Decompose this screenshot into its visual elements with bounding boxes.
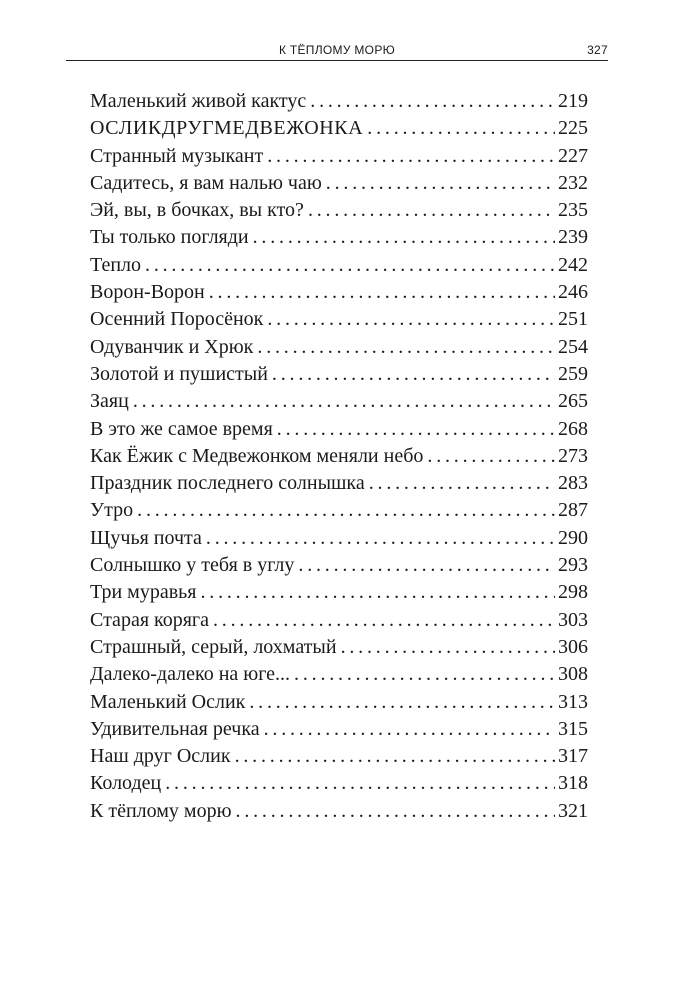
toc-entry-page: 242 (558, 253, 588, 276)
toc-entry-title: Наш друг Ослик (90, 745, 231, 768)
toc-dot-leader (249, 689, 555, 716)
toc-entry-page: 318 (558, 772, 588, 795)
toc-entry-page: 239 (558, 226, 588, 249)
toc-entry (90, 88, 588, 115)
toc-entry (90, 443, 588, 470)
toc-entry-page: 293 (558, 554, 588, 577)
toc-entry-title: Удивительная речка (90, 717, 260, 740)
toc-entry-page: 251 (558, 308, 588, 331)
toc-dot-leader (326, 170, 555, 197)
toc-entry (90, 361, 588, 388)
toc-entry-title: Ворон-Ворон (90, 281, 205, 304)
toc-entry-page: 273 (558, 444, 588, 467)
toc-entry-title: Садитесь, я вам налью чаю (90, 171, 322, 194)
running-title: К ТЁПЛОМУ МОРЮ (278, 43, 396, 57)
toc-entry (90, 416, 588, 443)
toc-entry (90, 497, 588, 524)
toc-dot-leader (213, 607, 555, 634)
table-of-contents (90, 88, 588, 825)
toc-entry-title: Колодец (90, 772, 162, 795)
toc-entry-page: 225 (558, 117, 588, 140)
toc-dot-leader (310, 88, 555, 115)
toc-entry (90, 143, 588, 170)
toc-dot-leader (294, 661, 555, 688)
page-number: 327 (587, 43, 608, 57)
toc-entry-page: 283 (558, 472, 588, 495)
toc-dot-leader (209, 279, 555, 306)
toc-dot-leader (341, 634, 555, 661)
toc-dot-leader (145, 252, 555, 279)
toc-dot-leader (133, 388, 555, 415)
toc-entry-page: 298 (558, 581, 588, 604)
toc-entry (90, 115, 588, 142)
toc-entry (90, 306, 588, 333)
toc-dot-leader (236, 798, 555, 825)
toc-entry-title: Эй, вы, в бочках, вы кто? (90, 199, 304, 222)
toc-entry-title: Золотой и пушистый (90, 362, 268, 385)
toc-entry-title: Как Ёжик с Медвежонком меняли небо (90, 444, 424, 467)
toc-dot-leader (253, 224, 555, 251)
toc-entry (90, 197, 588, 224)
toc-entry-title: ОСЛИКДРУГМЕДВЕЖОНКА (90, 117, 364, 140)
toc-entry (90, 470, 588, 497)
toc-entry-title: Щучья почта (90, 526, 202, 549)
toc-entry-page: 232 (558, 171, 588, 194)
toc-entry-title: Страшный, серый, лохматый (90, 635, 337, 658)
toc-entry (90, 607, 588, 634)
toc-dot-leader (267, 143, 555, 170)
toc-dot-leader (308, 197, 555, 224)
toc-entry-page: 219 (558, 90, 588, 112)
toc-entry (90, 770, 588, 797)
toc-dot-leader (264, 716, 555, 743)
toc-entry (90, 661, 588, 688)
toc-entry (90, 798, 588, 825)
toc-entry-title: Маленький живой кактус (90, 90, 307, 112)
toc-entry (90, 716, 588, 743)
toc-dot-leader (137, 497, 555, 524)
toc-entry (90, 634, 588, 661)
toc-dot-leader (267, 306, 555, 333)
toc-entry (90, 334, 588, 361)
toc-entry-page: 321 (558, 799, 588, 822)
toc-entry-page: 290 (558, 526, 588, 549)
toc-entry-title: Странный музыкант (90, 144, 264, 167)
toc-entry-page: 254 (558, 335, 588, 358)
toc-entry-title: Тепло (90, 253, 142, 276)
toc-entry-page: 287 (558, 499, 588, 522)
running-header (66, 40, 608, 61)
toc-entry-page: 315 (558, 717, 588, 740)
toc-entry-title: Ты только погляди (90, 226, 249, 249)
toc-entry-title: Солнышко у тебя в углу (90, 554, 295, 577)
toc-dot-leader (427, 443, 555, 470)
toc-dot-leader (272, 361, 555, 388)
toc-dot-leader (257, 334, 555, 361)
toc-entry-title: Маленький Ослик (90, 690, 246, 713)
toc-entry (90, 170, 588, 197)
toc-entry-title: Одуванчик и Хрюк (90, 335, 254, 358)
toc-dot-leader (200, 579, 555, 606)
toc-entry-page: 246 (558, 281, 588, 304)
toc-entry-title: Далеко-далеко на юге... (90, 663, 291, 686)
toc-entry-page: 227 (558, 144, 588, 167)
toc-entry (90, 552, 588, 579)
toc-entry-page: 306 (558, 635, 588, 658)
toc-entry (90, 525, 588, 552)
toc-entry-title: В это же самое время (90, 417, 273, 440)
toc-entry-title: Осенний Поросёнок (90, 308, 264, 331)
toc-dot-leader (298, 552, 555, 579)
toc-entry-title: Три муравья (90, 581, 197, 604)
toc-entry-title: Утро (90, 499, 134, 522)
toc-entry-page: 313 (558, 690, 588, 713)
toc-dot-leader (367, 115, 555, 142)
toc-entry-page: 235 (558, 199, 588, 222)
toc-dot-leader (369, 470, 555, 497)
toc-entry (90, 279, 588, 306)
toc-dot-leader (277, 416, 555, 443)
toc-entry-title: Старая коряга (90, 608, 209, 631)
toc-dot-leader (165, 770, 555, 797)
toc-entry-page: 259 (558, 362, 588, 385)
toc-entry-page: 317 (558, 745, 588, 768)
toc-entry (90, 224, 588, 251)
toc-entry (90, 743, 588, 770)
toc-dot-leader (235, 743, 555, 770)
toc-entry-title: К тёплому морю (90, 799, 232, 822)
toc-entry (90, 689, 588, 716)
toc-entry-page: 265 (558, 390, 588, 413)
toc-entry-page: 303 (558, 608, 588, 631)
toc-entry-title: Праздник последнего солнышка (90, 472, 365, 495)
toc-entry (90, 388, 588, 415)
toc-entry-page: 268 (558, 417, 588, 440)
toc-dot-leader (206, 525, 555, 552)
toc-entry (90, 579, 588, 606)
toc-entry (90, 252, 588, 279)
toc-entry-title: Заяц (90, 390, 129, 413)
toc-entry-page: 308 (558, 663, 588, 686)
